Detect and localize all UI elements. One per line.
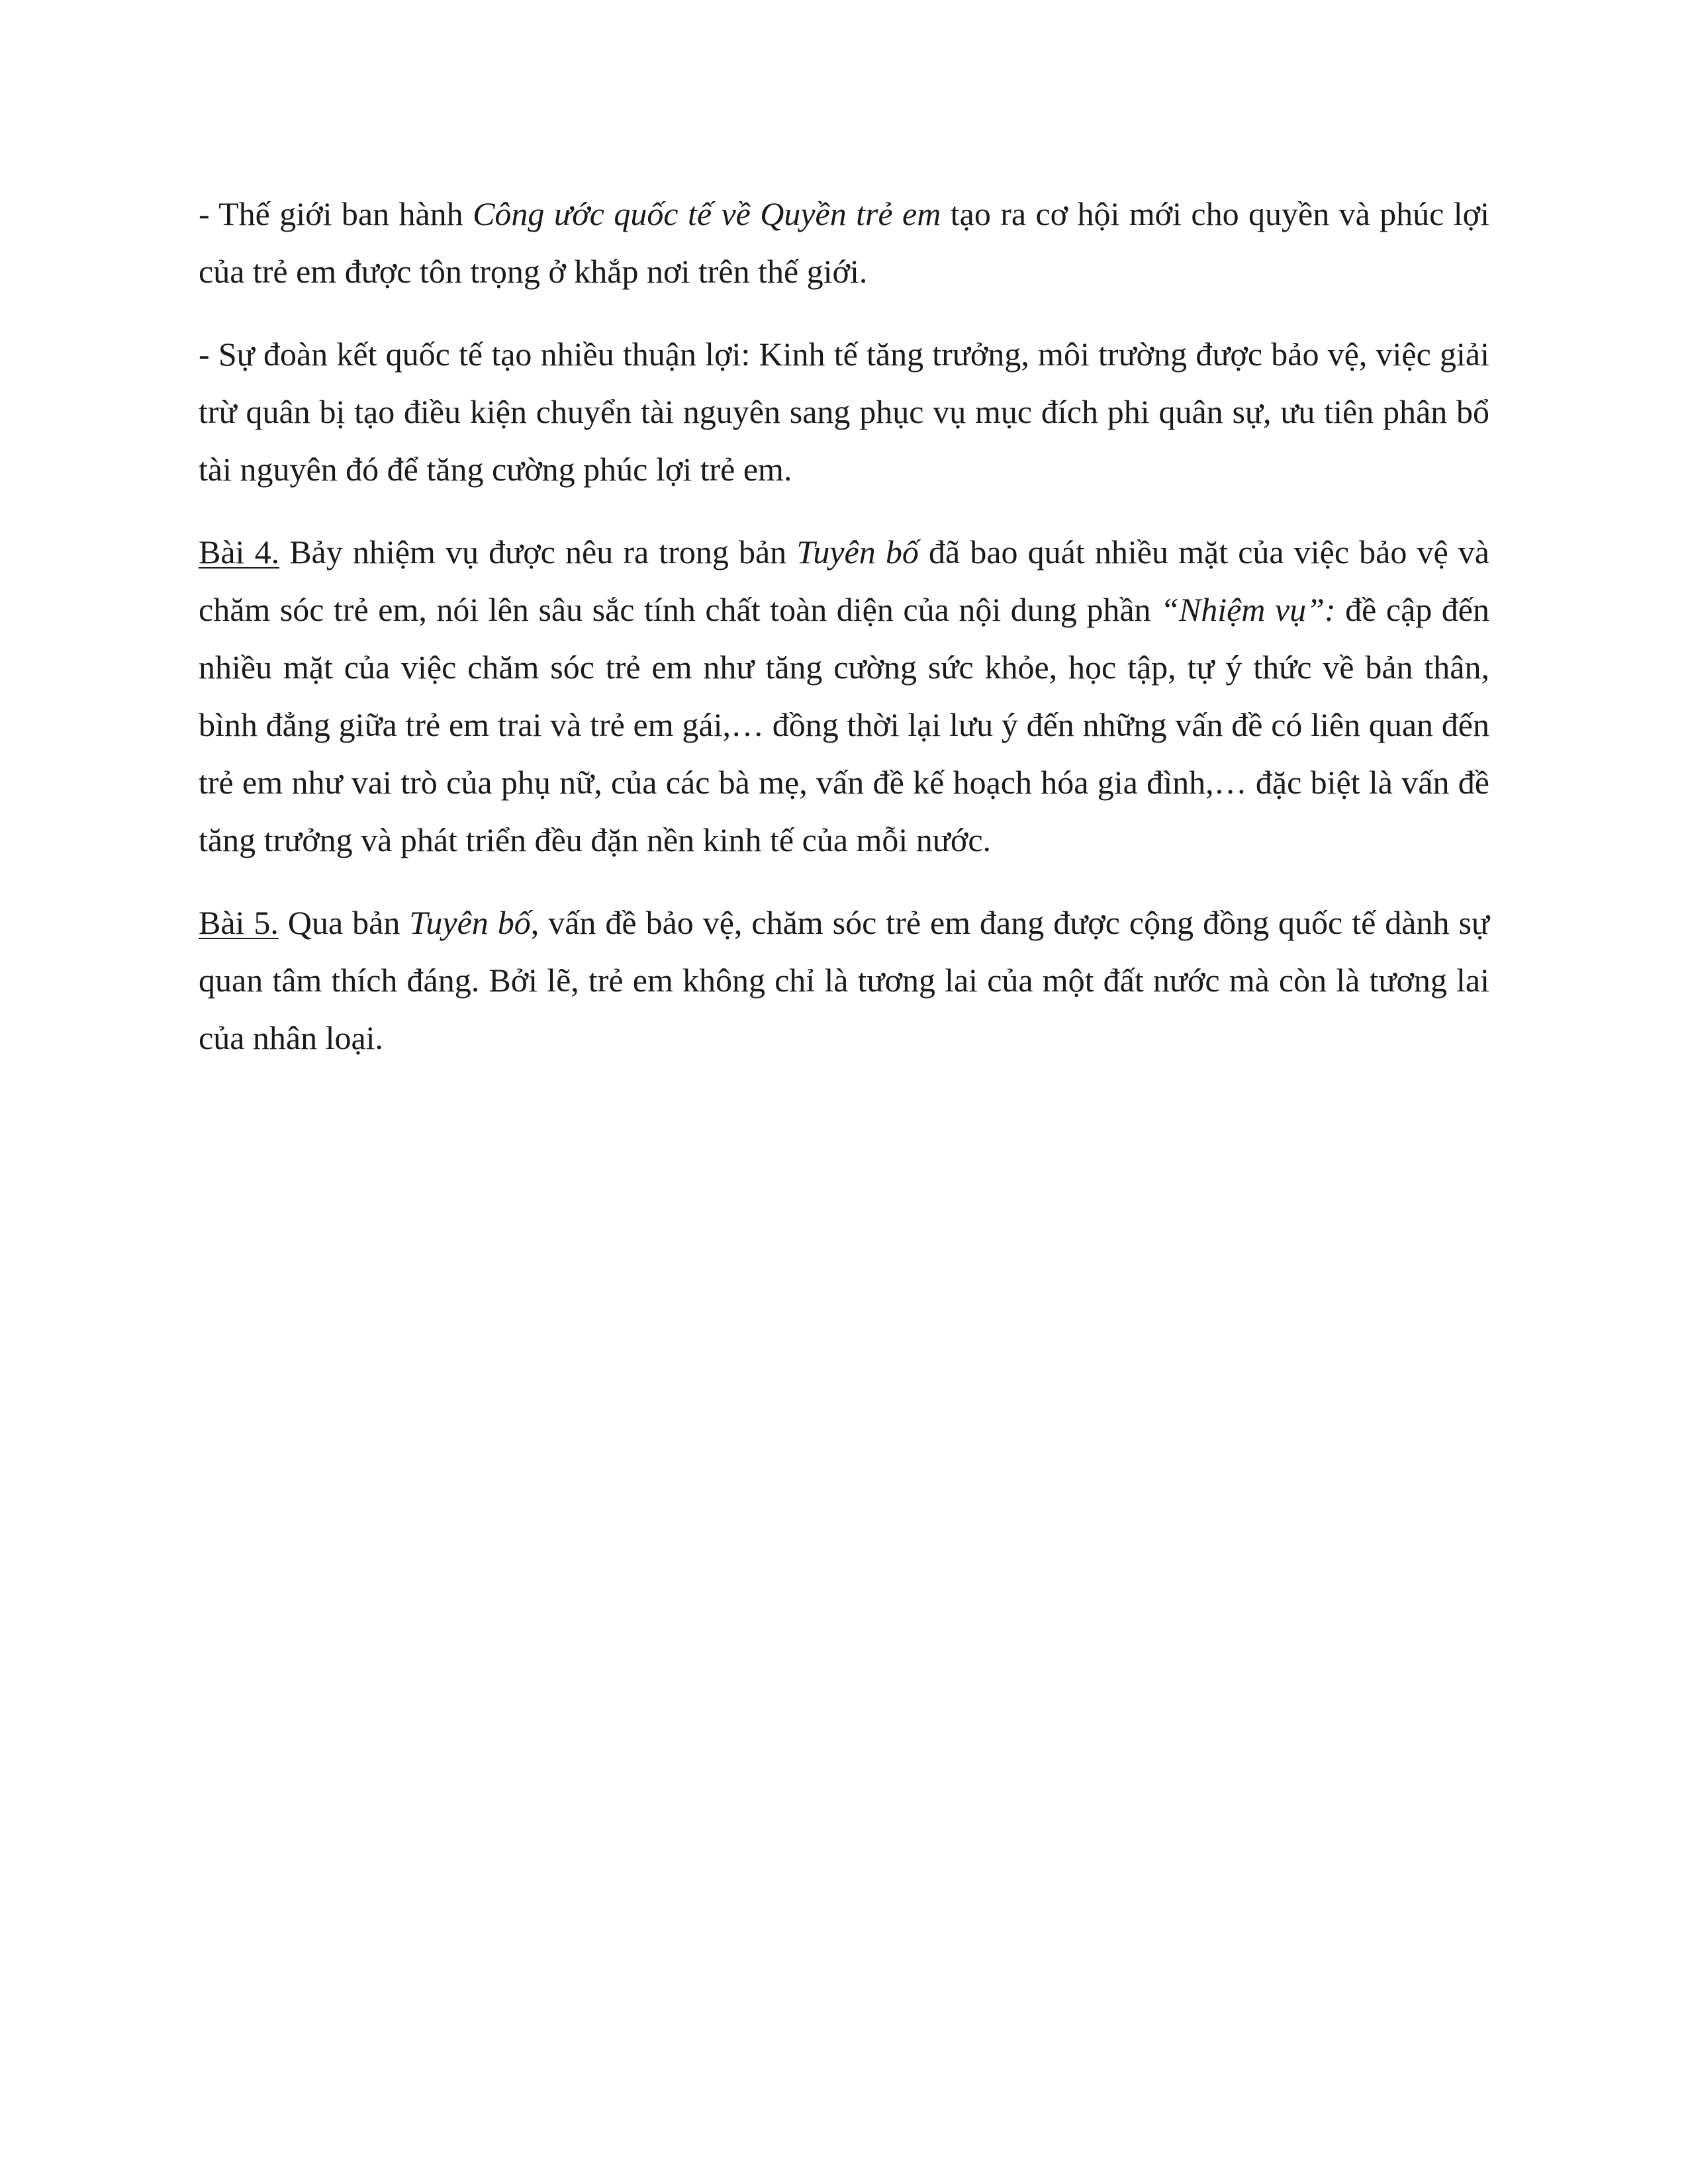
exercise-label-4: Bài 4. [199, 533, 280, 570]
document-page [199, 185, 1489, 1092]
exercise-label-5: Bài 5. [199, 904, 279, 941]
text-run: tạo ra cơ hội mới cho quyền và phúc lợi của trẻ em được tôn trọng ở khắp nơi trên thế giới. [199, 195, 1489, 290]
italic-declaration-title: Tuyên bố [796, 533, 919, 570]
text-run: Bảy nhiệm vụ được nêu ra trong bản [279, 533, 797, 570]
paragraph-convention [199, 185, 1489, 300]
text-run: - Thế giới ban hành [199, 195, 473, 232]
italic-convention-title: Công ước quốc tế về Quyền trẻ em [473, 195, 941, 232]
text-run: Qua bản [278, 904, 410, 941]
paragraph-exercise-5 [199, 894, 1489, 1067]
text-run: , vấn đề bảo vệ, chăm sóc trẻ em đang được cộng đồng quốc tế dành sự quan tâm thích đáng. Bởi lẽ, trẻ em không chỉ là tương lai của một đất nước mà còn là tương lai của nhân loại. [199, 904, 1490, 1056]
text-run: đề cập đến nhiều mặt của việc chăm sóc trẻ em như tăng cường sức khỏe, học tập, tự ý thức về bản thân, bình đẳng giữa trẻ em trai và trẻ em gái,… đồng thời lại lưu ý đến những vấn đề có liên quan đến trẻ em như vai trò của phụ nữ, của các bà mẹ, vấn đề kế hoạch hóa gia đình,… đặc biệt là vấn đề tăng trưởng và phát triển đều đặn nền kinh tế của mỗi nước. [199, 591, 1489, 858]
italic-tasks-section: “Nhiệm vụ”: [1160, 591, 1336, 628]
paragraph-solidarity [199, 326, 1489, 498]
text-run: - Sự đoàn kết quốc tế tạo nhiều thuận lợi: Kinh tế tăng trưởng, môi trường được bảo vệ, việc giải trừ quân bị tạo điều kiện chuyển tài nguyên sang phục vụ mục đích phi quân sự, ưu tiên phân bổ tài nguyên đó để tăng cường phúc lợi trẻ em. [199, 336, 1489, 488]
paragraph-exercise-4 [199, 523, 1489, 869]
italic-declaration-title: Tuyên bố [409, 904, 531, 941]
text-run: đã bao quát nhiều mặt của việc bảo vệ và chăm sóc trẻ em, nói lên sâu sắc tính chất toàn diện của nội dung phần [199, 533, 1489, 628]
